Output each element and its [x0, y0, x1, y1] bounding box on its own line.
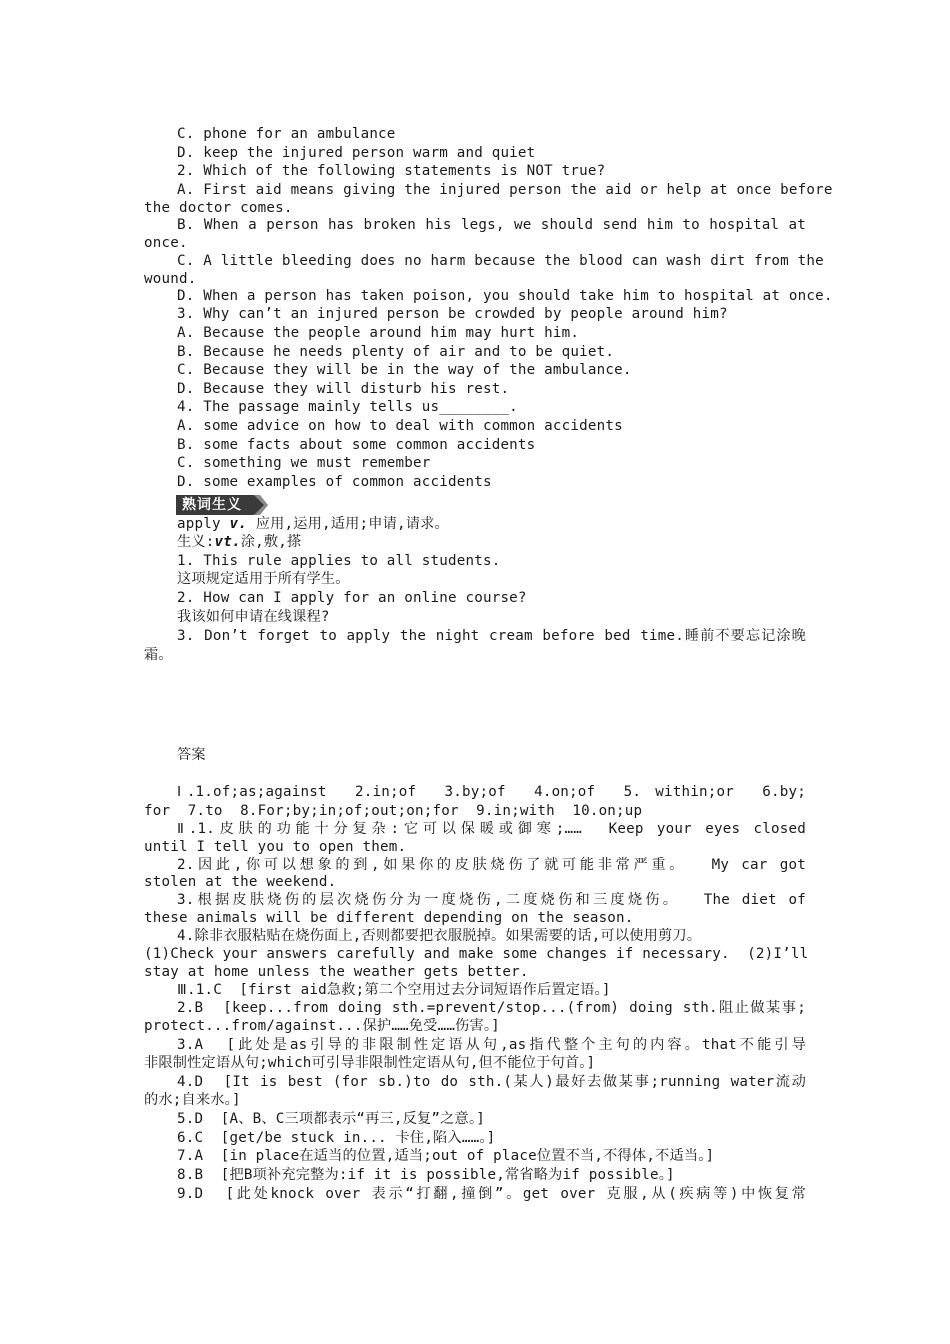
answer-line: these animals will be different depending on the season. — [144, 910, 634, 926]
option-line: C. phone for an ambulance — [177, 126, 396, 142]
option-line-cont: wound. — [144, 271, 197, 287]
option-line: A. First aid means giving the injured person the aid or help at once before — [177, 182, 833, 198]
question-line: 2. Which of the following statements is NOT true? — [177, 163, 606, 179]
answer-line: 3.A [此处是as引导的非限制性定语从句,as指代整个主句的内容。that不能引导 — [177, 1037, 806, 1053]
answer-line: stay at home unless the weather gets better. — [144, 964, 529, 980]
answer-line: 9.D [此处knock over 表示“打翻,撞倒”。get over 克服,从(疾病等)中恢复常 — [177, 1186, 806, 1202]
answer-line: 6.C [get/be stuck in... 卡住,陷入……。] — [177, 1130, 496, 1146]
option-line: B. When a person has broken his legs, we should send him to hospital at — [177, 217, 806, 233]
answer-line: (1)Check your answers carefully and make some changes if necessary. (2)I’ll — [144, 946, 809, 962]
option-line: B. Because he needs plenty of air and to be quiet. — [177, 344, 615, 360]
example-sentence-cont: 霜。 — [144, 647, 173, 663]
answer-line: 4.D [It is best (for sb.)to do sth.(某人)最好去做某事;running water流动 — [177, 1074, 806, 1090]
question-line: 4. The passage mainly tells us________. — [177, 399, 518, 415]
answer-line: Ⅲ.1.C [first aid急救;第二个空用过去分词短语作后置定语。] — [177, 982, 611, 998]
answer-line: Ⅱ.1.皮肤的功能十分复杂:它可以保暖或御寒;…… Keep your eyes closed — [177, 821, 806, 837]
question-line: 3. Why can’t an injured person be crowded by people around him? — [177, 306, 728, 322]
badge-label: 熟词生义 — [182, 497, 242, 513]
answer-line: protect...from/against...保护……免受……伤害。] — [144, 1018, 500, 1034]
option-line: D. When a person has taken poison, you should take him to hospital at once. — [177, 288, 833, 304]
example-translation: 我该如何申请在线课程? — [177, 609, 330, 625]
answer-line: Ⅰ.1.of;as;against 2.in;of 3.by;of 4.on;of 5. within;or 6.by; — [177, 784, 806, 800]
answer-line: 3.根据皮肤烧伤的层次烧伤分为一度烧伤,二度烧伤和三度烧伤。 The diet of — [177, 892, 806, 908]
option-line: C. A little bleeding does no harm because the blood can wash dirt from the — [177, 253, 824, 269]
answer-line: 8.B [把B项补充完整为:if it is possible,常省略为if possible。] — [177, 1167, 675, 1183]
option-line: B. some facts about some common accidents — [177, 437, 536, 453]
option-line: C. Because they will be in the way of the ambulance. — [177, 362, 632, 378]
vocab-pos: vt. — [214, 534, 241, 550]
option-line-cont: once. — [144, 235, 188, 251]
example-sentence: 1. This rule applies to all students. — [177, 553, 501, 569]
vocab-new-meaning — [177, 533, 301, 551]
option-line: D. Because they will disturb his rest. — [177, 381, 510, 397]
vocab-meaning: 涂,敷,搽 — [240, 534, 302, 550]
option-line-cont: the doctor comes. — [144, 200, 293, 216]
option-line: C. something we must remember — [177, 455, 431, 471]
answer-line: 7.A [in place在适当的位置,适当;out of place位置不当,不得体,不适当。] — [177, 1148, 715, 1164]
answer-line: 4.除非衣服粘贴在烧伤面上,否则都要把衣服脱掉。如果需要的话,可以使用剪刀。 — [177, 928, 702, 944]
answer-line: until I tell you to open them. — [144, 839, 407, 855]
vocab-word: apply — [177, 516, 221, 532]
answer-line: 2.B [keep...from doing sth.=prevent/stop...(from) doing sth.阻止做某事; — [177, 1000, 806, 1016]
option-line: D. keep the injured person warm and quiet — [177, 145, 536, 161]
answers-heading: 答案 — [177, 747, 206, 763]
answer-line: 的水;自来水。] — [144, 1092, 241, 1108]
option-line: A. Because the people around him may hurt him. — [177, 325, 580, 341]
option-line: A. some advice on how to deal with common accidents — [177, 418, 623, 434]
answer-line: 5.D [A、B、C三项都表示“再三,反复”之意。] — [177, 1111, 485, 1127]
answer-line: 非限制性定语从句;which可引导非限制性定语从句,但不能位于句首。] — [144, 1055, 596, 1071]
section-badge — [176, 495, 268, 515]
example-sentence: 3. Don’t forget to apply the night cream before bed time.睡前不要忘记涂晚 — [177, 628, 806, 644]
option-line: D. some examples of common accidents — [177, 474, 492, 490]
answer-line: 2.因此,你可以想象的到,如果你的皮肤烧伤了就可能非常严重。 My car got — [177, 857, 806, 873]
answer-line: for 7.to 8.For;by;in;of;out;on;for 9.in;with 10.on;up — [144, 803, 643, 819]
vocab-entry — [177, 515, 449, 533]
vocab-pos: v. — [229, 516, 247, 532]
vocab-meaning: 应用,运用,适用;申请,请求。 — [255, 516, 449, 532]
example-sentence: 2. How can I apply for an online course? — [177, 590, 527, 606]
new-meaning-label: 生义: — [177, 534, 215, 550]
example-translation: 这项规定适用于所有学生。 — [177, 571, 350, 587]
answer-line: stolen at the weekend. — [144, 874, 337, 890]
